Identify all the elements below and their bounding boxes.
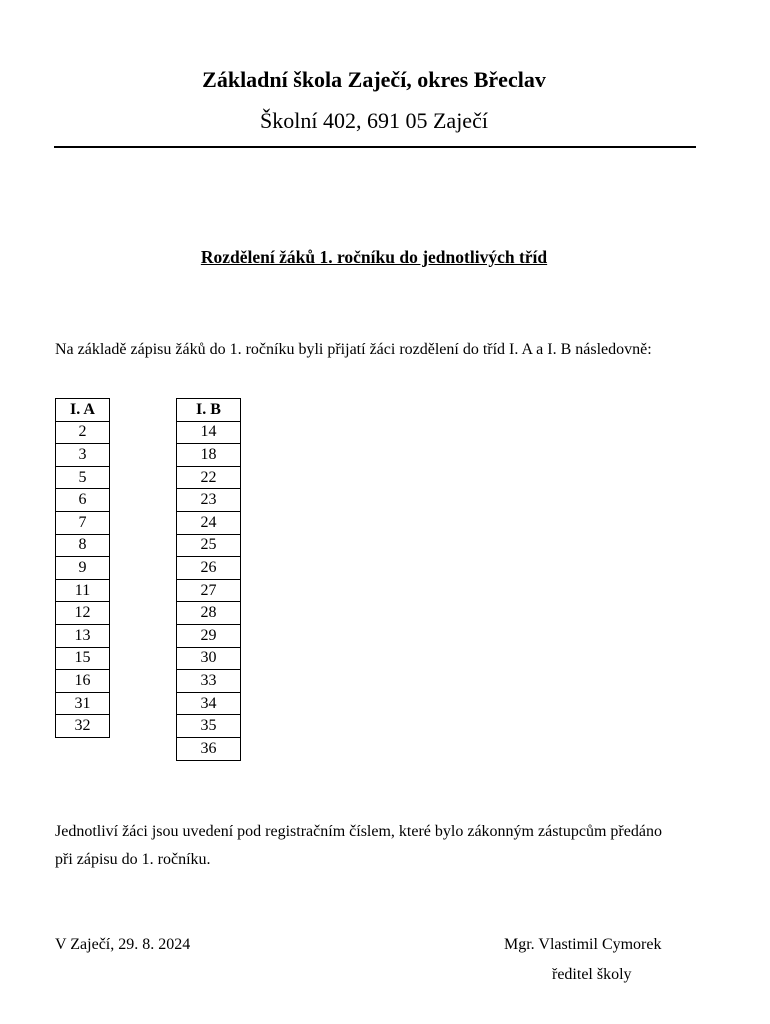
student-number-cell: 5 — [56, 466, 110, 489]
table-row — [56, 602, 110, 625]
student-number-cell: 24 — [177, 511, 241, 534]
table-row — [56, 511, 110, 534]
intro-text: Na základě zápisu žáků do 1. ročníku byli přijatí žáci rozdělení do tříd I. A a I. B následovně: — [55, 341, 652, 358]
table-row — [177, 444, 241, 467]
registration-note — [55, 818, 735, 874]
student-number-cell: 2 — [56, 421, 110, 444]
student-number-cell: 23 — [177, 489, 241, 512]
table-row — [177, 579, 241, 602]
student-number-cell: 6 — [56, 489, 110, 512]
table-row — [177, 489, 241, 512]
table-row — [177, 647, 241, 670]
table-row — [56, 421, 110, 444]
document-title: Rozdělení žáků 1. ročníku do jednotlivých tříd — [200, 247, 548, 267]
table-row — [177, 715, 241, 738]
note-line-1: Jednotliví žáci jsou uvedení pod registračním číslem, které bylo zákonným zástupcům předáno — [55, 823, 662, 840]
student-number-cell: 36 — [177, 737, 241, 760]
student-number-cell: 34 — [177, 692, 241, 715]
class-a-header: I. A — [56, 399, 110, 422]
student-number-cell: 31 — [56, 692, 110, 715]
student-number-cell: 16 — [56, 670, 110, 693]
student-number-cell: 35 — [177, 715, 241, 738]
table-row — [177, 670, 241, 693]
student-number-cell: 33 — [177, 670, 241, 693]
table-row — [56, 692, 110, 715]
student-number-cell: 27 — [177, 579, 241, 602]
student-number-cell: 9 — [56, 557, 110, 580]
table-row — [56, 466, 110, 489]
student-number-cell: 13 — [56, 624, 110, 647]
student-number-cell: 11 — [56, 579, 110, 602]
student-number-cell: 8 — [56, 534, 110, 557]
table-row — [56, 670, 110, 693]
table-row — [56, 534, 110, 557]
table-row — [56, 489, 110, 512]
student-number-cell: 15 — [56, 647, 110, 670]
class-b-table — [176, 398, 241, 761]
header-divider — [54, 146, 696, 148]
table-row — [177, 534, 241, 557]
school-address: Školní 402, 691 05 Zaječí — [260, 108, 488, 133]
student-number-cell: 14 — [177, 421, 241, 444]
student-number-cell: 3 — [56, 444, 110, 467]
table-row — [177, 466, 241, 489]
student-number-cell: 32 — [56, 715, 110, 738]
student-number-cell: 22 — [177, 466, 241, 489]
table-row — [177, 692, 241, 715]
table-row — [56, 715, 110, 738]
student-number-cell: 7 — [56, 511, 110, 534]
table-row — [177, 511, 241, 534]
student-number-cell: 12 — [56, 602, 110, 625]
note-line-2: při zápisu do 1. ročníku. — [55, 851, 211, 868]
signatory-role: ředitel školy — [552, 966, 632, 983]
student-number-cell: 30 — [177, 647, 241, 670]
place-date: V Zaječí, 29. 8. 2024 — [55, 936, 191, 953]
table-row — [177, 602, 241, 625]
table-row — [177, 557, 241, 580]
student-number-cell: 18 — [177, 444, 241, 467]
student-number-cell: 26 — [177, 557, 241, 580]
table-row — [177, 737, 241, 760]
student-number-cell: 29 — [177, 624, 241, 647]
student-number-cell: 28 — [177, 602, 241, 625]
class-b-header: I. B — [177, 399, 241, 422]
student-number-cell: 25 — [177, 534, 241, 557]
table-row — [177, 624, 241, 647]
table-row — [56, 624, 110, 647]
class-a-table — [55, 398, 110, 738]
table-row — [56, 647, 110, 670]
table-row — [56, 557, 110, 580]
school-name: Základní škola Zaječí, okres Břeclav — [202, 67, 546, 92]
signatory-name: Mgr. Vlastimil Cymorek — [504, 936, 662, 953]
table-row — [56, 579, 110, 602]
table-row — [177, 421, 241, 444]
table-row — [56, 444, 110, 467]
